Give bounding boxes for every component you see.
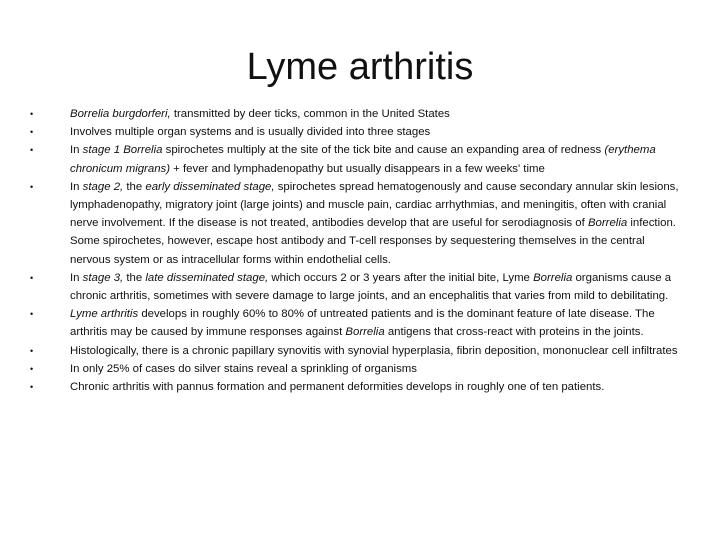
bullet-dot-icon: • <box>30 272 34 283</box>
bullet-item <box>30 123 680 141</box>
bullet-text-italic: Borrelia <box>533 271 573 284</box>
bullet-text-italic: early disseminated stage, <box>145 180 275 193</box>
bullet-text: In <box>70 271 83 284</box>
bullet-text-italic: stage 3, <box>82 271 124 284</box>
bullet-text: Histologically, there is a chronic papillary synovitis with synovial hyperplasia, fibrin deposition, mononuclear cell infiltrates <box>70 344 678 357</box>
bullet-text: In only 25% of cases do silver stains reveal a sprinkling of organisms <box>70 362 417 375</box>
bullet-text: In <box>70 144 83 157</box>
slide-title: Lyme arthritis <box>246 46 474 88</box>
bullet-text: antigens that cross-react with proteins in the joints. <box>384 326 644 339</box>
bullet-text: develops in roughly 60% to 80% of untreated patients and is the dominant feature of late disease. The arthritis may be caused by immune responses against <box>70 308 655 339</box>
bullet-item <box>30 141 680 177</box>
bullet-text: Involves multiple organ systems and is usually divided into three stages <box>70 126 431 139</box>
bullet-text-italic: late disseminated stage, <box>145 271 269 284</box>
bullet-text-italic: stage 2, <box>82 180 124 193</box>
bullet-item <box>30 105 680 123</box>
bullet-text-italic: Lyme arthritis <box>70 308 139 321</box>
bullet-text: In <box>70 180 83 193</box>
bullet-text: organisms cause a chronic arthritis, sometimes with severe damage to large joints, and an encephalitis that varies from mild to debilitating. <box>70 271 672 303</box>
bullet-item <box>30 269 680 305</box>
bullet-text-italic: Borrelia <box>345 326 385 339</box>
bullet-item <box>30 305 680 341</box>
bullet-text: + fever and lymphadenopathy but usually disappears in a few weeks' time <box>170 162 545 175</box>
bullet-item <box>30 360 680 378</box>
bullet-text: Chronic arthritis with pannus formation and permanent deformities develops in roughly one of ten patients. <box>70 381 605 394</box>
bullet-list <box>30 105 680 396</box>
bullet-dot-icon: • <box>30 109 34 119</box>
bullet-text-italic: Borrelia burgdorferi, <box>70 108 171 120</box>
bullet-text: which occurs 2 or 3 years after the initial bite, Lyme <box>268 271 534 284</box>
bullet-text-italic: stage 1 Borrelia <box>82 144 163 157</box>
bullet-text: the <box>123 180 146 193</box>
bullet-text-italic: Borrelia <box>587 217 628 230</box>
bullet-dot-icon: • <box>30 363 34 374</box>
bullet-dot-icon: • <box>30 127 34 138</box>
bullet-text: the <box>123 271 146 284</box>
bullet-item <box>30 378 680 396</box>
bullet-item <box>30 178 680 269</box>
bullet-text-italic: (erythema chronicum migrans) <box>70 144 656 175</box>
bullet-dot-icon: • <box>30 309 34 320</box>
bullet-text: transmitted by deer ticks, common in the United States <box>170 108 450 120</box>
bullet-text: spirochetes multiply at the site of the tick bite and cause an expanding area of redness <box>162 144 605 157</box>
bullet-dot-icon: • <box>30 382 34 393</box>
bullet-dot-icon: • <box>30 181 34 192</box>
bullet-dot-icon: • <box>30 345 34 356</box>
bullet-text: spirochetes spread hematogenously and cause secondary annular skin lesions, lymphadenopathy, migratory joint (large joints) and muscle pain, cardiac arrhythmias, and meningitis, often with cranial nerve involvement. If the disease is not treated, antibodies develop that are useful for serodiagnosis of <box>70 180 679 230</box>
bullet-item <box>30 342 680 360</box>
bullet-text: infection. Some spirochetes, however, escape host antibody and T-cell responses by sequestering themselves in the central nervous system or as intracellular forms within endothelial cells. <box>70 217 676 266</box>
bullet-dot-icon: • <box>30 145 34 156</box>
